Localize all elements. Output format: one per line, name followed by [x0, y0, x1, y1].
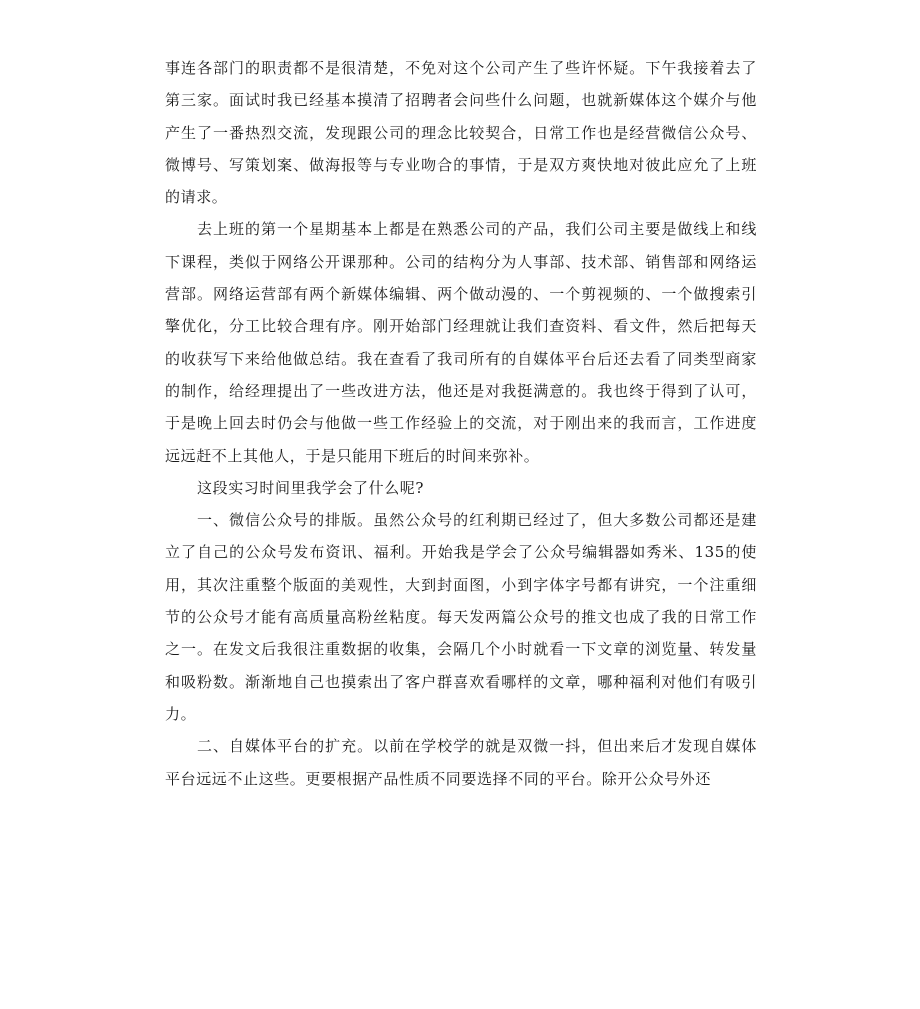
document-body — [165, 52, 757, 795]
paragraph-4: 一、微信公众号的排版。虽然公众号的红利期已经过了，但大多数公司都还是建立了自己的公众号发布资讯、福利。开始我是学会了公众号编辑器如秀米、135的使用，其次注重整个版面的美观性，大到封面图，小到字体字号都有讲究，一个注重细节的公众号才能有高质量高粉丝粘度。每天发两篇公众号的推文也成了我的日常工作之一。在发文后我很注重数据的收集，会隔几个小时就看一下文章的浏览量、转发量和吸粉数。渐渐地自己也摸索出了客户群喜欢看哪样的文章，哪种福利对他们有吸引力。 — [165, 511, 757, 723]
paragraph-1: 事连各部门的职责都不是很清楚，不免对这个公司产生了些许怀疑。下午我接着去了第三家。面试时我已经基本摸清了招聘者会问些什么问题，也就新媒体这个媒介与他产生了一番热烈交流，发现跟公司的理念比较契合，日常工作也是经营微信公众号、微博号、写策划案、做海报等与专业吻合的事情，于是双方爽快地对彼此应允了上班的请求。 — [165, 59, 757, 207]
paragraph-3: 这段实习时间里我学会了什么呢? — [197, 478, 425, 497]
paragraph-5: 二、自媒体平台的扩充。以前在学校学的就是双微一抖，但出来后才发现自媒体平台远远不止这些。更要根据产品性质不同要选择不同的平台。除开公众号外还 — [165, 737, 757, 788]
paragraph-2: 去上班的第一个星期基本上都是在熟悉公司的产品，我们公司主要是做线上和线下课程，类似于网络公开课那种。公司的结构分为人事部、技术部、销售部和网络运营部。网络运营部有两个新媒体编辑、两个做动漫的、一个剪视频的、一个做搜索引擎优化，分工比较合理有序。刚开始部门经理就让我们查资料、看文件，然后把每天的收获写下来给他做总结。我在查看了我司所有的自媒体平台后还去看了同类型商家的制作，给经理提出了一些改进方法，他还是对我挺满意的。我也终于得到了认可，于是晚上回去时仍会与他做一些工作经验上的交流，对于刚出来的我而言，工作进度远远赶不上其他人，于是只能用下班后的时间来弥补。 — [165, 220, 757, 465]
